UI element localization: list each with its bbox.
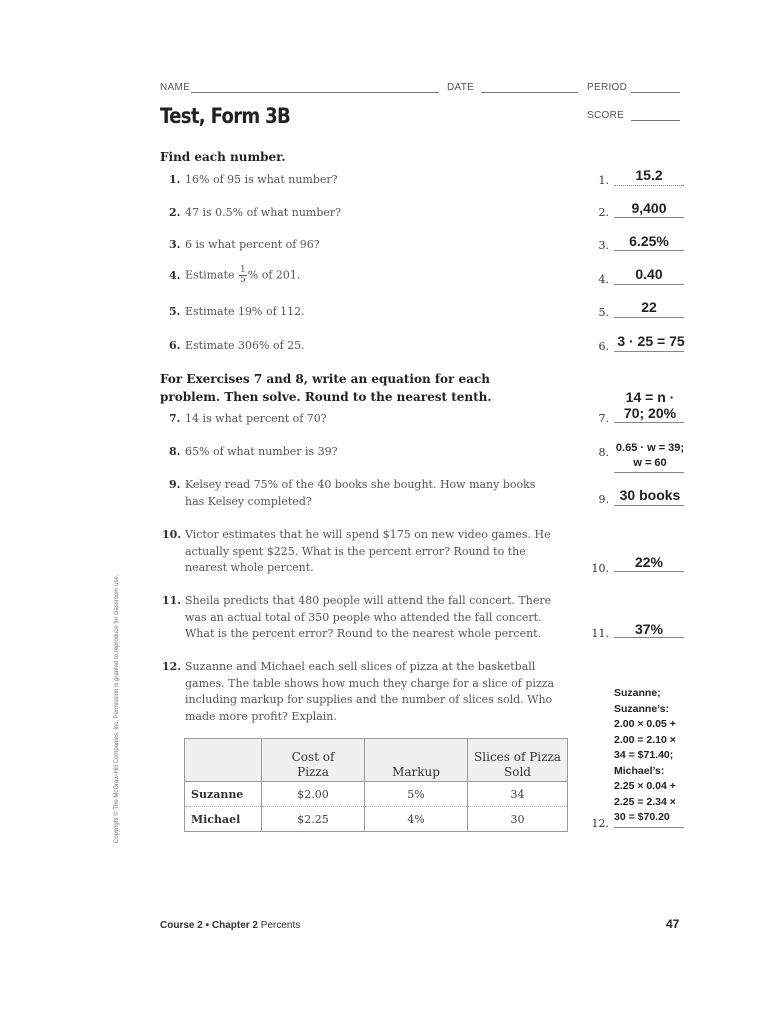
question-number: 8.	[169, 445, 181, 458]
question-8	[169, 444, 338, 461]
answer-6: 3 · 25 = 75	[617, 333, 685, 349]
footer-bullet: •	[205, 920, 210, 931]
answer-number-11: 11.	[591, 627, 609, 640]
header-slices-line2: Sold	[504, 765, 531, 779]
header-cost-line2: Pizza	[297, 765, 329, 779]
question-text: 16% of 95 is what number?	[185, 173, 338, 186]
answer-number-12: 12.	[591, 817, 609, 830]
answer-7-line2: 70; 20%	[623, 405, 677, 421]
footer-course: Course 2	[160, 920, 203, 931]
answer-9: 30 books	[619, 487, 681, 503]
question-number: 11.	[162, 594, 182, 607]
question-text: Estimate 306% of 25.	[185, 339, 305, 352]
header-markup: Markup	[392, 765, 440, 779]
question-6	[169, 338, 305, 355]
answer-1: 15.2	[635, 167, 663, 183]
answer-11: 37%	[634, 621, 664, 637]
period-line	[631, 92, 680, 93]
question-12	[162, 659, 554, 725]
question-number: 3.	[169, 238, 181, 251]
question-text: Estimate	[185, 268, 235, 282]
answer-number-7: 7.	[598, 412, 609, 425]
answer-number-10: 10.	[591, 562, 609, 575]
table-row	[185, 807, 568, 832]
table-header-slices	[468, 739, 568, 782]
header-cost-line1: Cost of	[291, 750, 335, 764]
question-10	[162, 527, 551, 577]
question-number: 1.	[169, 173, 181, 186]
question-text: 47 is 0.5% of what number?	[185, 206, 342, 219]
answer-8-line1: 0.65 · w = 39;	[615, 442, 685, 454]
fraction-denominator: 5	[240, 275, 246, 285]
answer-12-line: Michael’s:	[614, 764, 665, 777]
table-header-row	[185, 739, 568, 782]
question-5	[169, 304, 305, 321]
question-1	[169, 172, 338, 189]
answer-12-line: 2.25 × 0.04 +	[614, 780, 676, 792]
answer-line-8	[614, 472, 684, 473]
date-line	[481, 92, 578, 93]
question-9	[169, 477, 535, 510]
answer-line-10	[614, 571, 684, 572]
footer-chapter: Chapter 2	[211, 920, 258, 931]
answer-line-4	[614, 284, 684, 285]
question-text: 14 is what percent of 70?	[185, 412, 327, 425]
question-text-line4: made more profit? Explain.	[185, 709, 337, 723]
answer-number-4: 4.	[598, 273, 609, 286]
row-cost: $2.25	[262, 807, 365, 832]
header-slices-line1: Slices of Pizza	[474, 750, 561, 764]
question-text-line1: Sheila predicts that 480 people will attend the fall concert. There	[185, 594, 552, 607]
answer-7	[605, 389, 695, 421]
answer-number-6: 6.	[598, 340, 609, 353]
section1-instruction: Find each number.	[160, 150, 286, 164]
section2-instruction-line2: problem. Then solve. Round to the nearest tenth.	[160, 390, 492, 404]
question-text: Estimate 19% of 112.	[185, 305, 305, 318]
question-number: 4.	[169, 268, 181, 282]
pizza-table	[184, 738, 568, 832]
answer-number-8: 8.	[598, 446, 609, 459]
question-number: 9.	[169, 478, 181, 491]
name-line	[191, 92, 439, 93]
table-row	[185, 782, 568, 807]
answer-line-11	[614, 637, 684, 638]
question-text-line3: What is the percent error? Round to the nearest whole percent.	[185, 627, 542, 640]
answer-4: 0.40	[635, 266, 663, 282]
score-label: SCORE	[587, 110, 625, 121]
question-number: 6.	[169, 339, 181, 352]
row-name: Suzanne	[185, 782, 262, 807]
question-text-line2: actually spent $225. What is the percent error? Round to the	[185, 544, 526, 558]
answer-12-line: 2.25 = 2.34 ×	[614, 795, 676, 808]
row-slices: 30	[468, 807, 568, 832]
fraction-numerator: 1	[240, 265, 246, 275]
answer-10: 22%	[634, 554, 664, 570]
question-text-line1: Victor estimates that he will spend $175 on new video games. He	[185, 528, 551, 541]
answer-line-3	[614, 250, 684, 251]
name-label: NAME	[160, 82, 191, 93]
question-text-line2: games. The table shows how much they charge for a slice of pizza	[185, 676, 555, 690]
answer-12-line: 2.00 = 2.10 ×	[614, 733, 676, 746]
row-slices: 34	[468, 782, 568, 807]
answer-5: 22	[641, 299, 657, 315]
question-2	[169, 205, 341, 222]
row-markup: 4%	[365, 807, 468, 832]
question-text-line2: has Kelsey completed?	[185, 494, 312, 508]
question-text-line1: Suzanne and Michael each sell slices of pizza at the basketball	[185, 660, 536, 673]
section2-instruction-line1: For Exercises 7 and 8, write an equation for each	[160, 372, 490, 386]
footer-topic: Percents	[260, 920, 301, 931]
question-4	[169, 266, 300, 285]
fraction	[239, 266, 247, 285]
answer-line-9	[614, 505, 684, 506]
answer-12	[614, 686, 676, 826]
footer	[160, 920, 300, 931]
question-number: 10.	[162, 528, 182, 541]
question-number: 5.	[169, 305, 181, 318]
answer-line-7	[614, 422, 684, 423]
answer-line-5	[614, 317, 684, 318]
answer-line-1	[614, 185, 684, 186]
question-text-line3: including markup for supplies and the number of slices sold. Who	[185, 693, 553, 706]
copyright-notice: Copyright © The McGraw-Hill Companies, Inc. Permission is granted to reproduce for classroom use.	[114, 574, 120, 843]
answer-number-2: 2.	[598, 206, 609, 219]
question-text-line1: Kelsey read 75% of the 40 books she bought. How many books	[185, 478, 536, 491]
row-cost: $2.00	[262, 782, 365, 807]
period-label: PERIOD	[587, 82, 628, 93]
answer-12-line: Suzanne’s:	[614, 702, 670, 715]
table-header-cost	[262, 739, 365, 782]
answer-number-1: 1.	[598, 174, 609, 187]
question-number: 2.	[169, 206, 181, 219]
question-text: 6 is what percent of 96?	[185, 238, 320, 251]
answer-12-line: 30 = $70.20	[614, 811, 670, 823]
answer-8	[609, 441, 691, 471]
question-11	[162, 593, 551, 643]
question-7	[169, 411, 327, 428]
table-header-empty	[185, 739, 262, 782]
answer-line-12	[614, 827, 684, 828]
row-markup: 5%	[365, 782, 468, 807]
question-number: 12.	[162, 660, 182, 673]
question-3	[169, 237, 320, 254]
answer-12-line: 34 = $71.40;	[614, 749, 674, 761]
score-line	[631, 120, 680, 121]
page-number: 47	[666, 917, 680, 931]
row-name: Michael	[185, 807, 262, 832]
answer-line-6	[614, 351, 684, 352]
answer-7-line1: 14 = n ·	[625, 389, 675, 405]
answer-8-line2: w = 60	[633, 457, 667, 469]
answer-3: 6.25%	[629, 233, 669, 249]
answer-line-2	[614, 217, 684, 218]
answer-number-9: 9.	[598, 493, 609, 506]
answer-number-3: 3.	[598, 239, 609, 252]
question-text-line2: was an actual total of 350 people who attended the fall concert.	[185, 610, 542, 624]
answer-12-line: Suzanne;	[614, 687, 661, 699]
question-number: 7.	[169, 412, 181, 425]
section2-instruction	[160, 370, 492, 406]
answer-2: 9,400	[631, 200, 667, 216]
question-text: 65% of what number is 39?	[185, 445, 338, 458]
date-label: DATE	[447, 82, 475, 93]
question-text-line3: nearest whole percent.	[185, 561, 314, 574]
answer-number-5: 5.	[598, 306, 609, 319]
question-text-after: % of 201.	[247, 268, 301, 282]
page-title: Test, Form 3B	[160, 104, 291, 128]
answer-12-line: 2.00 × 0.05 +	[614, 718, 676, 730]
table-header-markup	[365, 739, 468, 782]
